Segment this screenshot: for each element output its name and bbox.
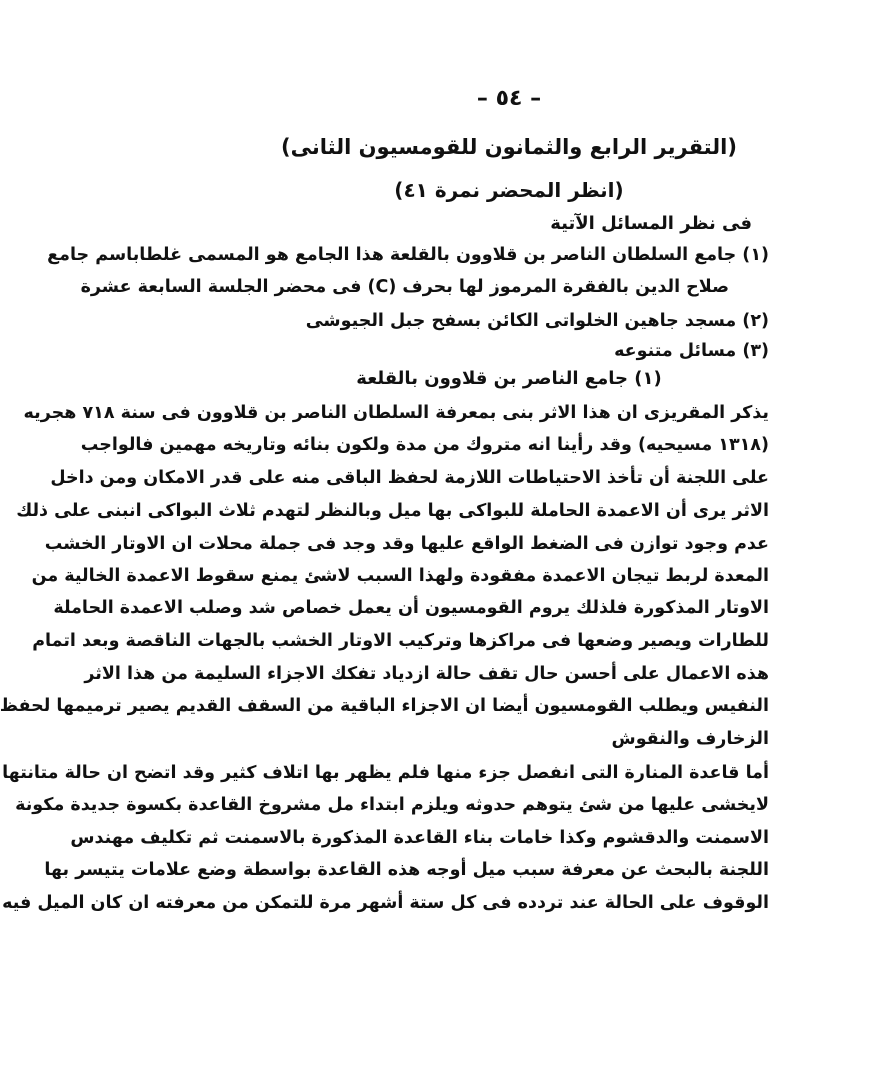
agenda-item-2: (٢) مسجد جاهين الخلواتى الكائن بسفح جبل الجيوشى [305,311,769,331]
paragraph-2-line-5: الوقوف على الحالة عند تردده فى كل ستة أشهر مرة للتمكن من معرفته ان كان الميل فيه [2,893,769,913]
paragraph-1-line-11: الزخارف والنقوش [611,729,769,749]
paragraph-1-line-6: المعدة لربط تيجان الاعمدة مفقودة ولهذا السبب لاشئ يمنع سقوط الاعمدة الخالية من [31,566,769,586]
paragraph-1-line-8: للطارات ويصير وضعها فى مراكزها وتركيب الاوتار الخشب بالجهات الناقصة وبعد اتمام [32,631,769,651]
section-heading: (١) جامع الناصر بن قلاوون بالقلعة [356,368,662,389]
paragraph-1-line-5: عدم وجود توازن فى الضغط الواقع عليها وقد وجد فى جملة محلات ان الاوتار الخشب [44,534,769,554]
agenda-item-1: (١) جامع السلطان الناصر بن قلاوون بالقلعة هذا الجامع هو المسمى غلطاباسم جامع [47,245,769,265]
paragraph-1-line-7: الاوتار المذكورة فلذلك يروم القومسيون أن يعمل خصاص شد وصلب الاعمدة الحاملة [53,598,769,618]
paragraph-2-line-4: اللجنة بالبحث عن معرفة سبب ميل أوجه هذه القاعدة بواسطة وضع علامات يتيسر بها [44,860,769,880]
agenda-intro: فى نظر المسائل الآتية [550,213,752,234]
paragraph-1-line-3: على اللجنة أن تأخذ الاحتياطات اللازمة لحفظ الباقى منه على قدر الامكان ومن داخل [50,468,769,488]
paragraph-1-line-9: هذه الاعمال على أحسن حال تقف حالة ازدياد تفكك الاجزاء السليمة من هذا الاثر [84,664,769,684]
paragraph-1-line-1: يذكر المقريزى ان هذا الاثر بنى بمعرفة السلطان الناصر بن قلاوون فى سنة ٧١٨ هجريه [23,403,769,423]
agenda-item-3: (٣) مسائل متنوعه [614,341,769,361]
paragraph-2-line-2: لايخشى عليها من شئ يتوهم حدوثه ويلزم ابتداء مل مشروخ القاعدة بكسوة جديدة مكونة [15,795,769,815]
agenda-item-1-continued: صلاح الدين بالفقرة المرموز لها بحرف (C) فى محضر الجلسة السابعة عشرة [80,277,729,297]
paragraph-1-line-10: النفيس ويطلب القومسيون أيضا ان الاجزاء الباقية من السقف القديم يصير ترميمها لحفظ [0,696,769,716]
paragraph-1-line-4: الاثر يرى أن الاعمدة الحاملة للبواكى بها ميل وبالنظر لتهدم ثلاث البواكى انبنى على ذلك [16,501,769,521]
paragraph-2-line-3: الاسمنت والدقشوم وكذا خامات بناء القاعدة المذكورة بالاسمنت ثم تكليف مهندس [70,828,769,848]
paragraph-1-line-2: (١٣١٨ مسيحيه) وقد رأينا انه متروك من مدة ولكون بنائه وتاريخه مهمين فالواجب [80,435,769,455]
report-subtitle: (انظر المحضر نمرة ٤١) [394,178,624,202]
paragraph-2-line-1: أما قاعدة المنارة التى انفصل جزء منها فلم يظهر بها اتلاف كثير وقد اتضح ان حالة متانتها [2,763,769,783]
page-number: – ٥٤ – [476,86,542,111]
report-title: (التقرير الرابع والثمانون للقومسيون الثانى) [281,135,737,159]
